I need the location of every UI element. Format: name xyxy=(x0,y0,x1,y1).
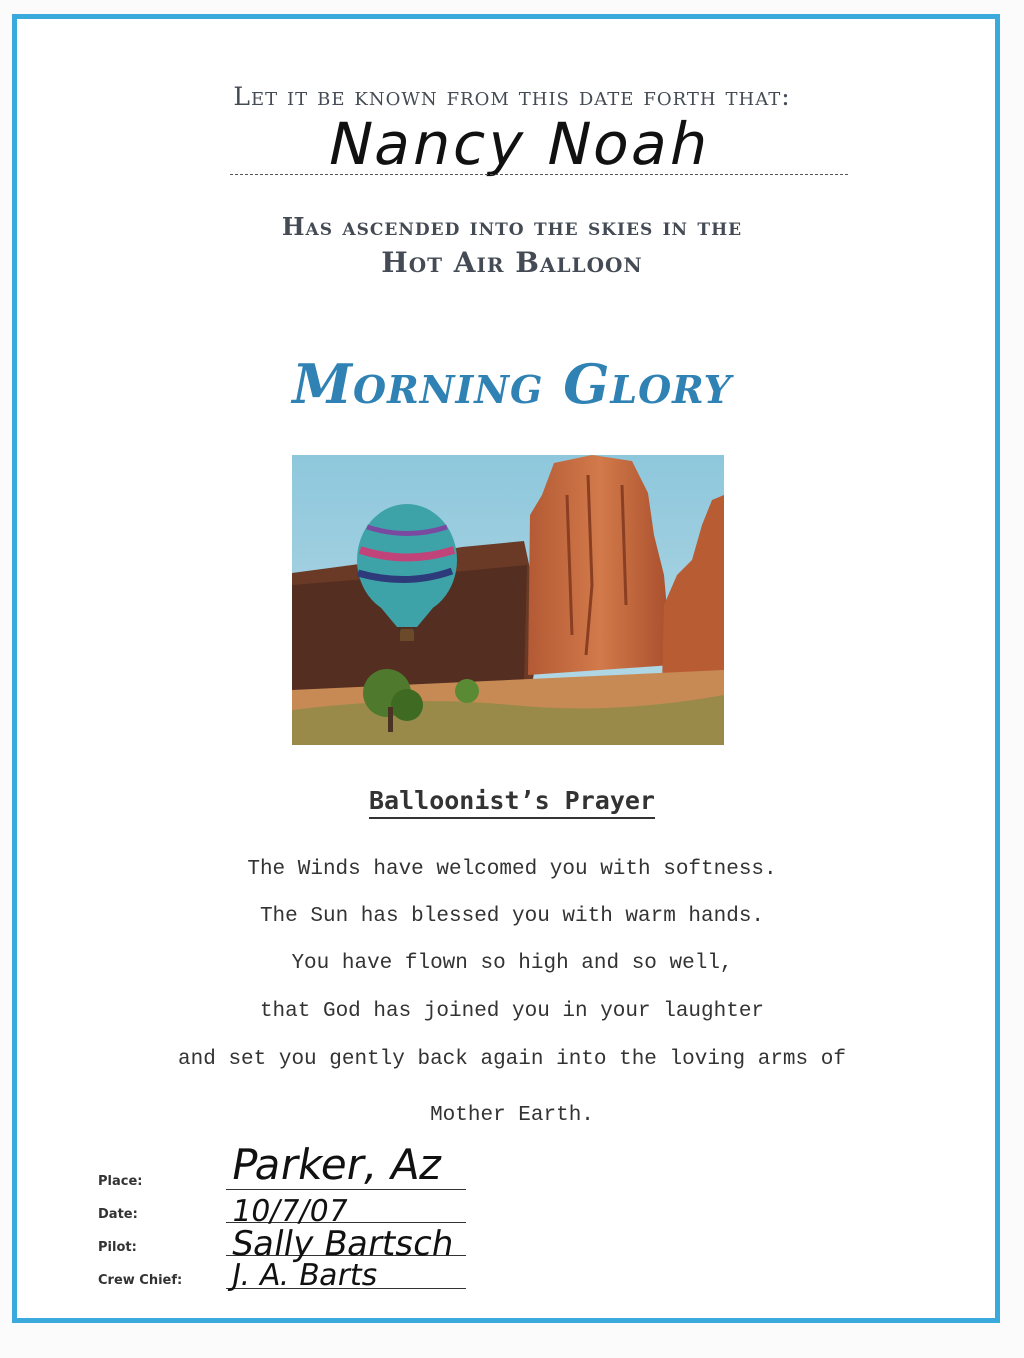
date-signature: 10/7/07 xyxy=(228,1194,351,1229)
crew-chief-label: Crew Chief: xyxy=(98,1273,183,1288)
balloon-name-title: Morning Glory xyxy=(292,352,732,416)
crew-chief-signature: J. A. Barts xyxy=(228,1258,381,1293)
pilot-label: Pilot: xyxy=(98,1240,137,1255)
place-signature: Parker, Az xyxy=(227,1140,447,1189)
intro-text: Let it be known from this date forth that: xyxy=(233,82,791,111)
prayer-line: and set you gently back again into the loving arms of xyxy=(178,1048,846,1071)
prayer-line: that God has joined you in your laughter xyxy=(259,1000,765,1023)
prayer-line: The Winds have welcomed you with softness. xyxy=(247,858,777,881)
prayer-title-text: Balloonist’s Prayer xyxy=(369,786,655,819)
place-label: Place: xyxy=(98,1174,143,1189)
place-line xyxy=(226,1189,466,1190)
name-dashed-line xyxy=(230,174,848,175)
prayer-title xyxy=(0,786,1024,815)
pilot-signature: Sally Bartsch xyxy=(228,1224,458,1264)
balloon-canyon-photo xyxy=(292,455,724,745)
ascended-text: Has ascended into the skies in the xyxy=(281,212,743,241)
prayer-line: Mother Earth. xyxy=(430,1104,594,1127)
recipient-name-signature: Nancy Noah xyxy=(322,110,718,178)
prayer-line: You have flown so high and so well, xyxy=(291,952,733,975)
balloon-type: Hot Air Balloon xyxy=(381,246,643,279)
date-label: Date: xyxy=(98,1207,138,1222)
prayer-line: The Sun has blessed you with warm hands. xyxy=(259,905,765,928)
